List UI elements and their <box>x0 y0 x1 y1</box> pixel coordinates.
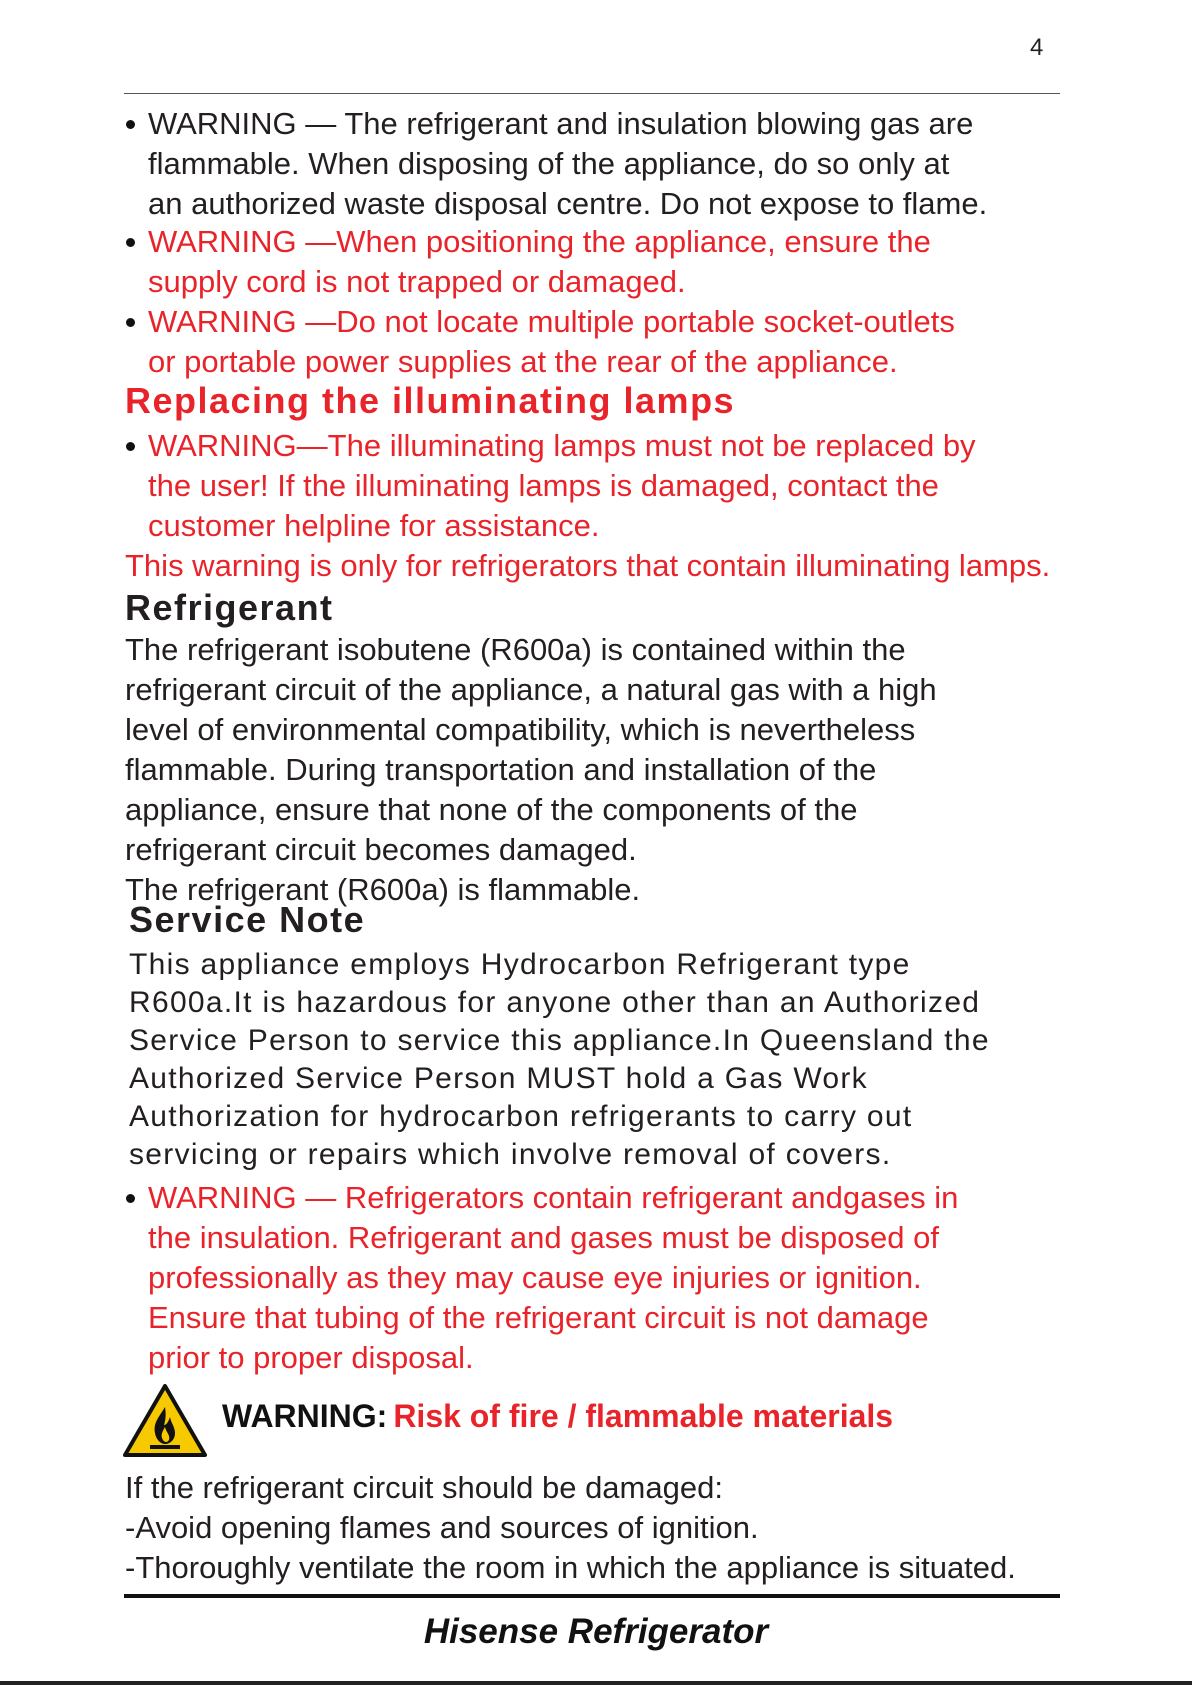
refrigerant-line: flammable. During transportation and installation of the <box>125 752 877 787</box>
warning-line: an authorized waste disposal centre. Do not expose to flame. <box>148 186 988 221</box>
page-bottom-edge <box>0 1681 1192 1685</box>
service-note-heading: Service Note <box>129 899 366 940</box>
service-note-line: Service Person to service this appliance.In Queensland the <box>129 1024 990 1057</box>
page-number: 4 <box>1030 34 1044 61</box>
service-warning-line: WARNING — Refrigerators contain refrigerant andgases in <box>148 1180 959 1215</box>
refrigerant-line: appliance, ensure that none of the components of the <box>125 792 858 827</box>
service-note-line: This appliance employs Hydrocarbon Refrigerant type <box>129 948 911 981</box>
service-note-line: Authorized Service Person MUST hold a Gas Work <box>129 1062 868 1095</box>
fire-warning-colon: : <box>376 1398 388 1434</box>
service-warning-line: professionally as they may cause eye injuries or ignition. <box>148 1260 922 1295</box>
damage-line: -Thoroughly ventilate the room in which the appliance is situated. <box>125 1550 1016 1585</box>
warning-line: supply cord is not trapped or damaged. <box>148 264 686 299</box>
refrigerant-line: The refrigerant isobutene (R600a) is contained within the <box>125 632 906 667</box>
bullet-dot <box>126 238 135 247</box>
service-note-line: R600a.It is hazardous for anyone other than an Authorized <box>129 986 981 1019</box>
bottom-rule <box>124 1594 1060 1598</box>
refrigerant-line: The refrigerant (R600a) is flammable. <box>125 872 641 907</box>
service-note-line: servicing or repairs which involve removal of covers. <box>129 1138 892 1171</box>
warning-line: WARNING — The refrigerant and insulation blowing gas are <box>148 106 974 141</box>
warning-line: WARNING —When positioning the appliance, ensure the <box>148 224 931 259</box>
fire-warning-text: Risk of fire / flammable materials <box>393 1398 894 1434</box>
lamps-heading: Replacing the illuminating lamps <box>125 380 736 421</box>
lamps-warning-line: the user! If the illuminating lamps is damaged, contact the <box>148 468 939 503</box>
warning-line: WARNING —Do not locate multiple portable socket-outlets <box>148 304 955 339</box>
bullet-dot <box>126 442 135 451</box>
flammable-warning-icon <box>122 1383 208 1459</box>
fire-warning-label <box>222 1398 893 1435</box>
fire-warning-word: WARNING <box>222 1398 377 1434</box>
warning-line: or portable power supplies at the rear of the appliance. <box>148 344 898 379</box>
refrigerant-heading: Refrigerant <box>125 587 334 628</box>
service-warning-line: the insulation. Refrigerant and gases must be disposed of <box>148 1220 939 1255</box>
warning-line: flammable. When disposing of the appliance, do so only at <box>148 146 950 181</box>
bullet-dot <box>126 318 135 327</box>
damage-line: If the refrigerant circuit should be damaged: <box>125 1470 723 1505</box>
top-rule <box>124 93 1060 94</box>
service-warning-line: prior to proper disposal. <box>148 1340 474 1375</box>
damage-line: -Avoid opening flames and sources of ignition. <box>125 1510 759 1545</box>
footer-brand: Hisense Refrigerator <box>423 1612 769 1651</box>
lamps-warning-line: customer helpline for assistance. <box>148 508 600 543</box>
lamps-note: This warning is only for refrigerators that contain illuminating lamps. <box>125 548 1051 583</box>
lamps-warning-line: WARNING—The illuminating lamps must not be replaced by <box>148 428 976 463</box>
refrigerant-line: refrigerant circuit of the appliance, a natural gas with a high <box>125 672 937 707</box>
bullet-dot <box>126 120 135 129</box>
refrigerant-line: level of environmental compatibility, which is nevertheless <box>125 712 916 747</box>
service-note-line: Authorization for hydrocarbon refrigerants to carry out <box>129 1100 913 1133</box>
bullet-dot <box>126 1194 135 1203</box>
refrigerant-line: refrigerant circuit becomes damaged. <box>125 832 637 867</box>
service-warning-line: Ensure that tubing of the refrigerant circuit is not damage <box>148 1300 929 1335</box>
